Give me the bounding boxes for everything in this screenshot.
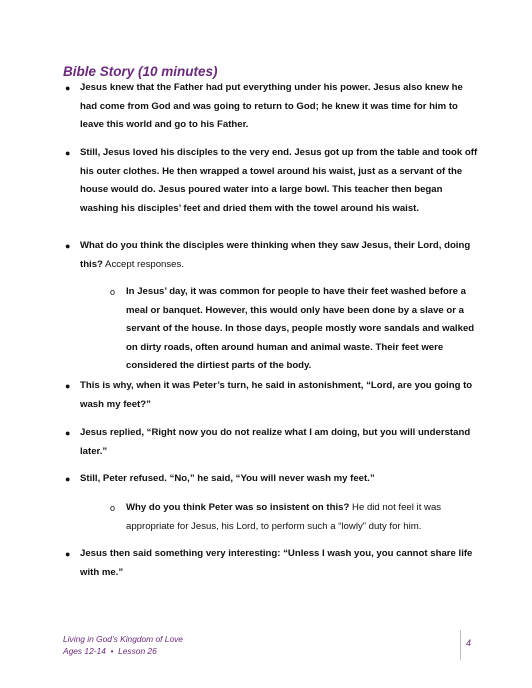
list-item: [65, 237, 480, 274]
item-bold-text: Jesus knew that the Father had put everything under his power. Jesus also knew he had come from God and was going to return to God; he knew it was time for him to leave this world and go to his Father.: [80, 82, 463, 131]
bullet-icon: ●: [65, 428, 71, 438]
list-item: [65, 377, 480, 414]
bullet-icon: ●: [65, 83, 71, 93]
page-footer: [63, 633, 183, 657]
bullet-icon: ●: [65, 241, 71, 251]
footer-series-title: Living in God’s Kingdom of Love: [63, 634, 183, 644]
circle-bullet-icon: o: [110, 503, 116, 513]
bullet-icon: ●: [65, 148, 71, 158]
item-bold-text: Why do you think Peter was so insistent on this?: [126, 502, 350, 513]
footer-lesson: Lesson 26: [118, 646, 157, 656]
footer-lesson-info: [63, 645, 183, 657]
list-item: [65, 470, 480, 489]
footer-separator: •: [110, 646, 114, 656]
item-normal-text: Accept responses.: [102, 258, 184, 270]
list-item: [65, 545, 480, 582]
item-bold-text: Still, Peter refused. “No,” he said, “You will never wash my feet.”: [80, 473, 375, 484]
item-bold-text: In Jesus’ day, it was common for people to have their feet washed before a meal or banquet. However, this would only have been done by a slave or a servant of the house. In those days, people mostly wore sandals and walked on dirty roads, often around human and animal waste. Their feet were considered the dirtiest parts of the body.: [126, 286, 475, 372]
list-item: [65, 424, 480, 461]
list-item: [65, 144, 480, 218]
sub-list-item: [110, 283, 482, 376]
item-bold-text: Jesus then said something very interesting: “Unless I wash you, you cannot share life with me.”: [80, 548, 473, 578]
footer-ages: Ages 12-14: [63, 646, 106, 656]
item-bold-text: Jesus replied, “Right now you do not realize what I am doing, but you will understand later.”: [80, 427, 471, 457]
page-number: 4: [466, 638, 472, 648]
item-bold-text: This is why, when it was Peter’s turn, he said in astonishment, “Lord, are you going to wash my feet?”: [80, 380, 473, 410]
list-item: [65, 79, 480, 135]
item-bold-text: What do you think the disciples were thinking when they saw Jesus, their Lord, doing this?: [80, 240, 471, 270]
item-bold-text: Still, Jesus loved his disciples to the very end. Jesus got up from the table and took off his outer clothes. He then wrapped a towel around his waist, just as a servant of the house would do. Jesus poured water into a large bowl. This teacher then began washing his disciples’ feet and dried them with the towel around his waist.: [80, 147, 478, 214]
sub-list-item: [110, 499, 482, 536]
bullet-icon: ●: [65, 549, 71, 559]
section-title: Bible Story (10 minutes): [63, 64, 218, 79]
footer-divider: [460, 630, 461, 660]
bullet-icon: ●: [65, 381, 71, 391]
circle-bullet-icon: o: [110, 287, 116, 297]
item-normal-text: He did not feel it was appropriate for Jesus, his Lord, to perform such a “lowly” duty for him.: [126, 502, 442, 532]
bullet-icon: ●: [65, 474, 71, 484]
